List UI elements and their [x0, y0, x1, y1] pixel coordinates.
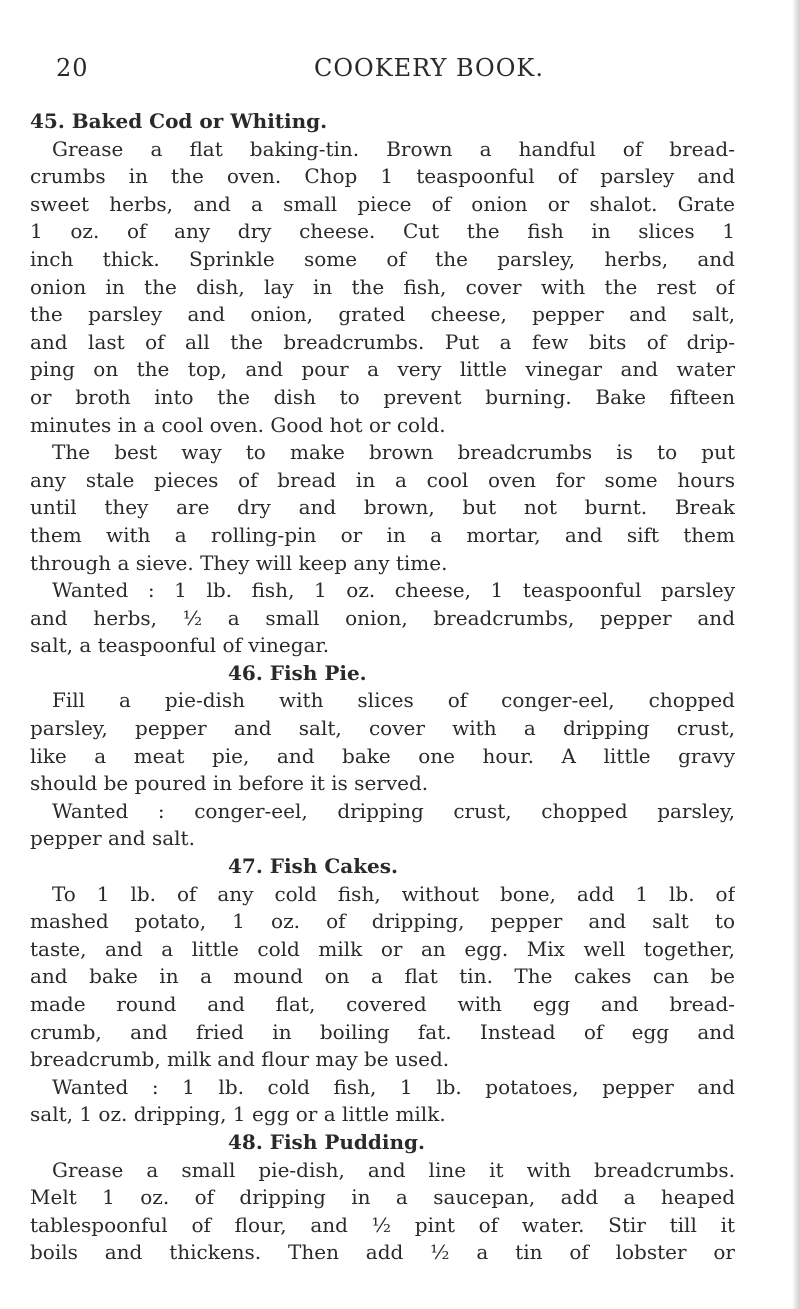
text-line: breadcrumb, milk and flour may be used.: [30, 1047, 450, 1072]
text-line: tablespoonful of flour, and ½ pint of water. Stir till it: [30, 1212, 735, 1237]
text-line: Grease a small pie-dish, and line it with breadcrumbs.: [52, 1157, 735, 1182]
text-line: onion in the dish, lay in the fish, cover with the rest of: [30, 274, 735, 299]
text-line: sweet herbs, and a small piece of onion or shalot. Grate: [30, 191, 735, 216]
text-line: until they are dry and brown, but not burnt. Break: [30, 495, 735, 520]
text-line: salt, a teaspoonful of vinegar.: [30, 633, 330, 658]
text-line: taste, and a little cold milk or an egg. Mix well together,: [30, 936, 735, 961]
page-number: 20: [56, 54, 89, 82]
page-body: [30, 108, 735, 1267]
text-line: 1 oz. of any dry cheese. Cut the fish in slices 1: [30, 219, 735, 244]
text-line: them with a rolling-pin or in a mortar, and sift them: [30, 522, 735, 547]
text-line: inch thick. Sprinkle some of the parsley, herbs, and: [30, 246, 735, 271]
recipe-heading: 48. Fish Pudding.: [228, 1129, 425, 1154]
text-line: Melt 1 oz. of dripping in a saucepan, add a heaped: [30, 1185, 735, 1210]
text-line: Wanted : 1 lb. cold fish, 1 lb. potatoes, pepper and: [52, 1074, 735, 1099]
text-line: crumb, and fried in boiling fat. Instead of egg and: [30, 1019, 735, 1044]
text-line: salt, 1 oz. dripping, 1 egg or a little milk.: [30, 1102, 446, 1127]
text-line: Wanted : conger-eel, dripping crust, chopped parsley,: [52, 798, 735, 823]
running-head: COOKERY BOOK.: [314, 54, 544, 82]
text-line: minutes in a cool oven. Good hot or cold.: [30, 412, 446, 437]
text-line: through a sieve. They will keep any time.: [30, 550, 448, 575]
text-line: Grease a flat baking-tin. Brown a handful of bread-: [52, 136, 735, 161]
text-line: Fill a pie-dish with slices of conger-eel, chopped: [52, 688, 735, 713]
recipe-heading: 47. Fish Cakes.: [228, 854, 398, 879]
text-line: To 1 lb. of any cold fish, without bone, add 1 lb. of: [52, 881, 735, 906]
text-line: mashed potato, 1 oz. of dripping, pepper and salt to: [30, 909, 735, 934]
page-edge-shadow: [792, 0, 800, 1309]
recipe-heading: 45. Baked Cod or Whiting.: [30, 109, 328, 133]
page-header: [56, 54, 696, 86]
text-line: boils and thickens. Then add ½ a tin of lobster or: [30, 1240, 735, 1265]
text-line: and bake in a mound on a flat tin. The cakes can be: [30, 964, 735, 989]
text-line: ping on the top, and pour a very little vinegar and water: [30, 357, 735, 382]
text-line: the parsley and onion, grated cheese, pepper and salt,: [30, 302, 735, 327]
text-line: parsley, pepper and salt, cover with a dripping crust,: [30, 716, 735, 741]
text-line: and herbs, ½ a small onion, breadcrumbs, pepper and: [30, 605, 735, 630]
text-line: should be poured in before it is served.: [30, 771, 429, 796]
text-line: Wanted : 1 lb. fish, 1 oz. cheese, 1 teaspoonful parsley: [52, 578, 735, 603]
recipe-heading: 46. Fish Pie.: [228, 660, 367, 685]
text-line: any stale pieces of bread in a cool oven for some hours: [30, 467, 735, 492]
text-line: or broth into the dish to prevent burning. Bake fifteen: [30, 384, 735, 409]
text-line: and last of all the breadcrumbs. Put a few bits of drip-: [30, 329, 735, 354]
text-line: crumbs in the oven. Chop 1 teaspoonful of parsley and: [30, 164, 735, 189]
text-line: The best way to make brown breadcrumbs is to put: [52, 440, 735, 465]
text-line: pepper and salt.: [30, 826, 195, 851]
text-line: like a meat pie, and bake one hour. A little gravy: [30, 743, 735, 768]
text-line: made round and flat, covered with egg and bread-: [30, 992, 735, 1016]
